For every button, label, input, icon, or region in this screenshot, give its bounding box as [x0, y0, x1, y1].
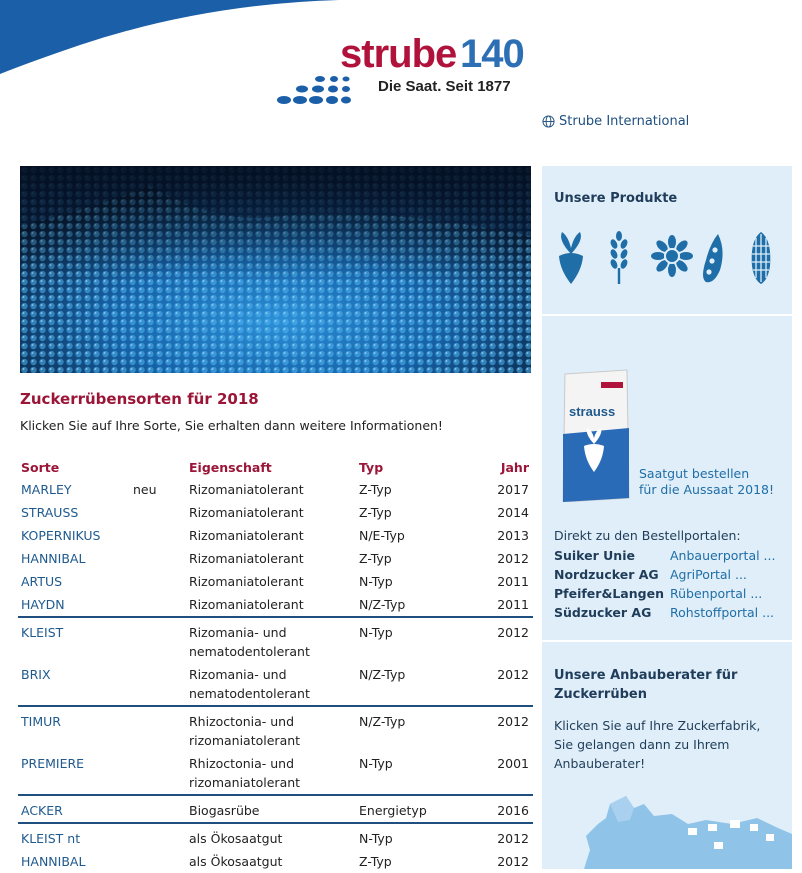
variety-year: 2012 [497, 667, 529, 682]
new-badge [130, 850, 186, 873]
product-icons [554, 230, 780, 286]
table-row [18, 617, 533, 663]
table-row [18, 501, 533, 524]
new-badge [130, 823, 186, 850]
strube-international-link[interactable] [542, 114, 689, 129]
variety-year: 2011 [497, 574, 529, 589]
variety-link[interactable]: HANNIBAL [21, 854, 86, 869]
table-row [18, 524, 533, 547]
logo-dots-icon [276, 72, 356, 108]
header-jahr: Jahr [500, 460, 529, 475]
variety-type: Z-Typ [359, 505, 392, 520]
variety-type: N/Z-Typ [359, 597, 406, 612]
beet-icon[interactable] [554, 230, 588, 286]
variety-type: Z-Typ [359, 854, 392, 869]
header-eigenschaft: Eigenschaft [189, 460, 272, 475]
variety-property: Rizomaniatolerant [189, 551, 304, 566]
variety-type: N/Z-Typ [359, 667, 406, 682]
portal-row [554, 565, 775, 584]
variety-link[interactable]: ARTUS [21, 574, 63, 589]
variety-link[interactable]: ACKER [18, 795, 130, 823]
variety-link[interactable]: MARLEY [21, 482, 72, 497]
advisors-text: Klicken Sie auf Ihre Zuckerfabrik, Sie gelangen dann zu Ihrem Anbauberater! [554, 718, 761, 771]
variety-year: 2017 [497, 482, 529, 497]
portal-link[interactable]: Rübenportal ... [670, 586, 763, 601]
varieties-table [18, 456, 533, 873]
hero-seeds-image [20, 166, 531, 373]
variety-property: Rhizoctonia- und rizomaniatolerant [186, 706, 356, 752]
portal-link[interactable]: Rohstoffportal ... [670, 605, 775, 620]
new-badge [130, 524, 186, 547]
variety-property: als Ökosaatgut [186, 823, 356, 850]
pea-icon[interactable] [698, 230, 732, 286]
new-badge [130, 663, 186, 706]
variety-year: 2012 [486, 823, 533, 850]
advisors-title: Unsere Anbauberater für Zuckerrüben [554, 668, 738, 702]
table-row [18, 663, 533, 706]
header-neu [130, 456, 186, 478]
new-badge [130, 501, 186, 524]
table-header-row [18, 456, 533, 478]
variety-property: Rizomaniatolerant [189, 528, 304, 543]
variety-link[interactable]: PREMIERE [21, 756, 85, 771]
variety-type: N/E-Typ [359, 528, 405, 543]
new-badge [130, 752, 186, 795]
products-title: Unsere Produkte [554, 191, 678, 206]
logo-number: 140 [460, 32, 524, 76]
table-row [18, 823, 533, 850]
variety-property: Rizomania- und nematodentolerant [186, 617, 356, 663]
new-badge: neu [133, 482, 157, 497]
variety-type: N/Z-Typ [356, 706, 486, 752]
sidebar-divider [542, 314, 792, 316]
portal-company: Südzucker AG [554, 605, 652, 620]
sidebar-divider [542, 640, 792, 642]
logo-tagline: Die Saat. Seit 1877 [378, 78, 511, 95]
variety-property: Rizomania- und nematodentolerant [189, 667, 310, 701]
logo-word: strube [340, 32, 457, 76]
variety-property: als Ökosaatgut [189, 854, 283, 869]
order-line-1: Saatgut bestellen [639, 466, 750, 481]
new-badge [130, 795, 186, 823]
variety-property: Rizomaniatolerant [189, 597, 304, 612]
variety-year: 2013 [497, 528, 529, 543]
variety-type: N-Typ [359, 574, 393, 589]
bag-brand-text: strauss [569, 404, 616, 419]
portals-list [554, 546, 775, 622]
sunflower-icon[interactable] [650, 230, 684, 286]
table-row [18, 478, 533, 501]
variety-link[interactable]: KLEIST nt [18, 823, 130, 850]
variety-year: 2011 [497, 597, 529, 612]
variety-year: 2012 [486, 617, 533, 663]
order-line-2: für die Aussaat 2018! [639, 482, 775, 497]
variety-year: 2014 [497, 505, 529, 520]
strube-logo[interactable] [276, 32, 536, 108]
new-badge [130, 570, 186, 593]
table-row [18, 850, 533, 873]
variety-year: 2001 [497, 756, 529, 771]
variety-link[interactable]: HANNIBAL [21, 551, 86, 566]
table-row [18, 795, 533, 823]
header-sorte: Sorte [21, 460, 60, 475]
seed-bag-image[interactable] [557, 368, 631, 502]
order-seed-link[interactable] [639, 466, 774, 498]
variety-link[interactable]: KLEIST [18, 617, 130, 663]
new-badge [130, 547, 186, 570]
variety-property: Rizomaniatolerant [189, 574, 304, 589]
variety-type: N-Typ [356, 617, 486, 663]
variety-year: 2016 [486, 795, 533, 823]
variety-year: 2012 [486, 706, 533, 752]
variety-link[interactable]: TIMUR [18, 706, 130, 752]
variety-type: N-Typ [359, 756, 393, 771]
intro-text: Klicken Sie auf Ihre Sorte, Sie erhalten dann weitere Informationen! [20, 418, 443, 433]
variety-type: Z-Typ [359, 482, 392, 497]
variety-link[interactable]: KOPERNIKUS [21, 528, 101, 543]
globe-icon [542, 115, 555, 128]
portal-link[interactable]: Anbauerportal ... [670, 548, 776, 563]
new-badge [130, 706, 186, 752]
portal-company: Nordzucker AG [554, 567, 659, 582]
portal-row [554, 584, 775, 603]
page-title: Zuckerrübensorten für 2018 [20, 390, 259, 408]
portals-title: Direkt zu den Bestellportalen: [554, 528, 741, 543]
international-link-label: Strube International [559, 114, 690, 129]
new-badge [130, 593, 186, 617]
new-badge [130, 617, 186, 663]
sugar-factory-map[interactable] [582, 794, 792, 869]
wheat-icon[interactable] [602, 230, 636, 286]
variety-type: N-Typ [356, 823, 486, 850]
portal-company: Suiker Unie [554, 548, 635, 563]
portal-company: Pfeifer&Langen [554, 586, 664, 601]
variety-type: Z-Typ [359, 551, 392, 566]
variety-property: Rhizoctonia- und rizomaniatolerant [189, 756, 301, 790]
variety-property: Biogasrübe [186, 795, 356, 823]
variety-year: 2012 [497, 551, 529, 566]
variety-year: 2012 [497, 854, 529, 869]
portal-row [554, 603, 775, 622]
variety-link[interactable]: HAYDN [21, 597, 65, 612]
corn-icon[interactable] [746, 230, 780, 286]
table-row [18, 547, 533, 570]
variety-link[interactable]: BRIX [21, 667, 51, 682]
sidebar [542, 166, 792, 869]
table-row [18, 593, 533, 617]
variety-property: Rizomaniatolerant [189, 482, 304, 497]
variety-type: Energietyp [356, 795, 486, 823]
table-row [18, 570, 533, 593]
variety-property: Rizomaniatolerant [189, 505, 304, 520]
variety-link[interactable]: STRAUSS [21, 505, 79, 520]
portal-link[interactable]: AgriPortal ... [670, 567, 747, 582]
table-row [18, 706, 533, 752]
portal-row [554, 546, 775, 565]
table-row [18, 752, 533, 795]
header-typ: Typ [359, 460, 384, 475]
